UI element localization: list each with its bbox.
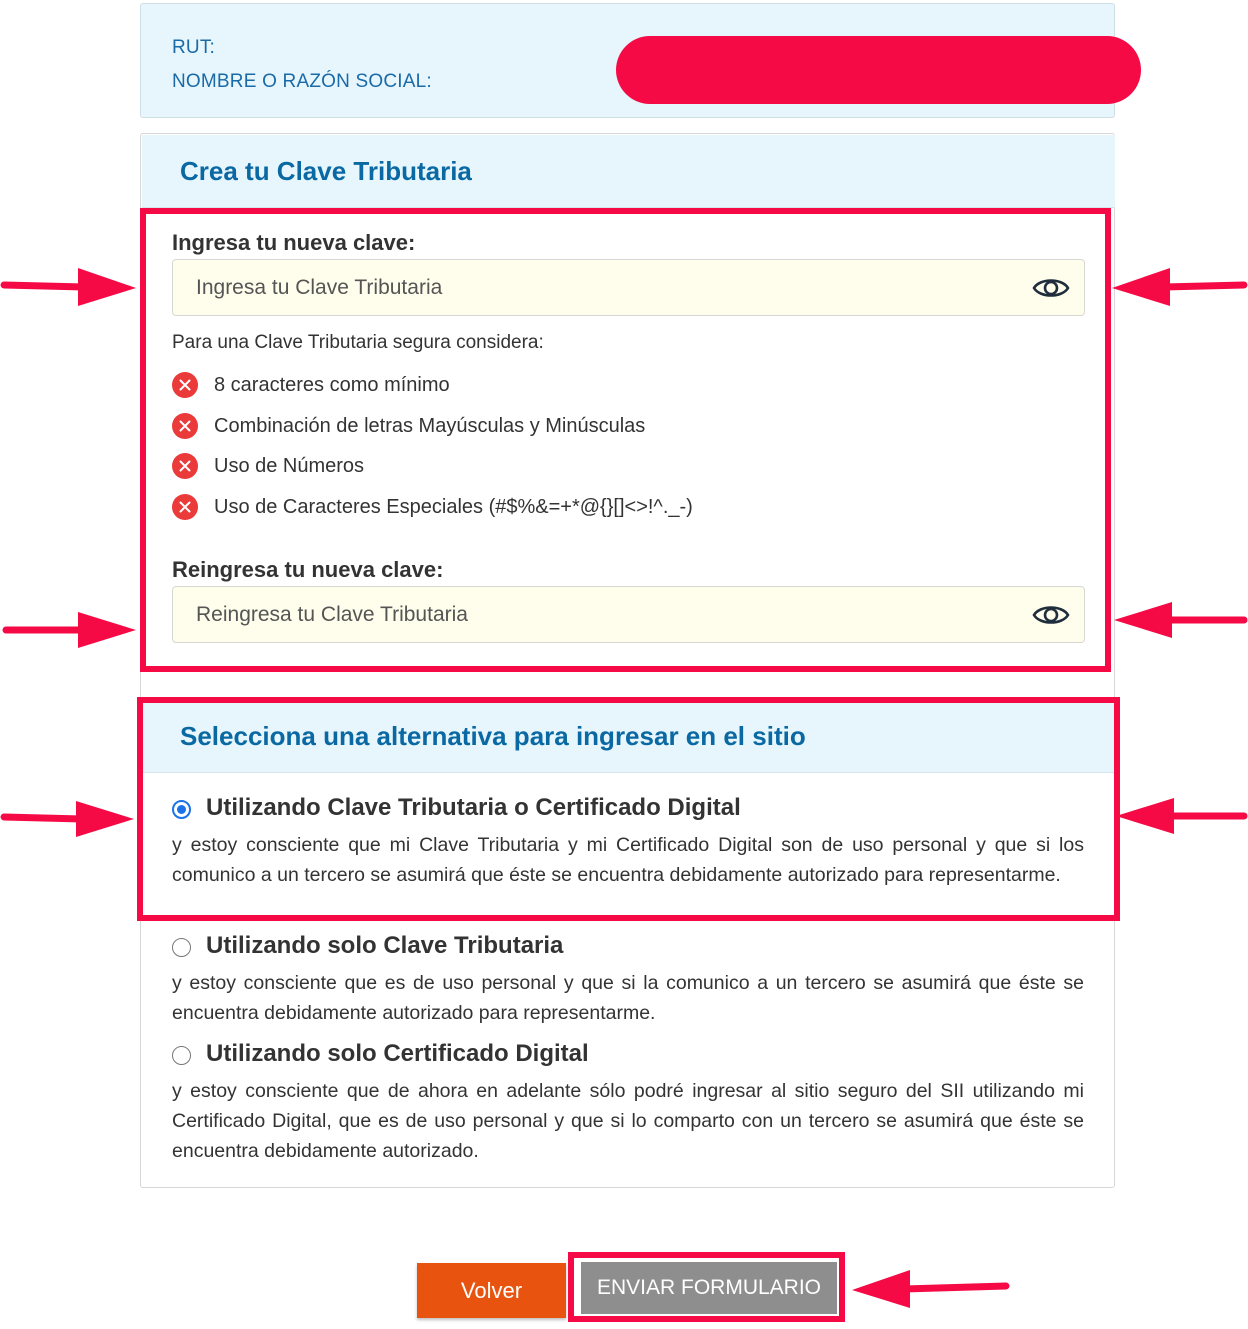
option-description: y estoy consciente que es de uso personal y que si la comunico a un tercero se asumirá que éste se encuentra debidamente autorizado para representarme. bbox=[172, 972, 1084, 1024]
back-button[interactable]: Volver bbox=[417, 1263, 566, 1318]
requirement-text: Combinación de letras Mayúsculas y Minúsculas bbox=[214, 414, 646, 437]
radio-button[interactable] bbox=[172, 938, 191, 957]
password-hint: Para una Clave Tributaria segura considera: bbox=[172, 332, 544, 353]
option-description: y estoy consciente que de ahora en adelante sólo podré ingresar al sitio seguro del SII utilizando mi Certificado Digital, que es de uso personal y que si lo comparto con un tercero se asumirá que éste se encuentra debidamente autorizado. bbox=[172, 1080, 1084, 1162]
requirement-text: Uso de Caracteres Especiales (#$%&=+*@{}[]<>!^._-) bbox=[214, 495, 693, 518]
annotation-highlight-submit bbox=[568, 1252, 845, 1322]
annotation-highlight-access-option bbox=[137, 697, 1120, 921]
password-section-title: Crea tu Clave Tributaria bbox=[180, 156, 472, 186]
password-section-header bbox=[142, 135, 1115, 208]
new-password-label: Ingresa tu nueva clave: bbox=[172, 230, 416, 255]
option-title: Utilizando solo Clave Tributaria bbox=[206, 932, 564, 959]
radio-button[interactable] bbox=[172, 1046, 191, 1065]
arrow-right-icon bbox=[0, 606, 140, 654]
option-title: Utilizando Clave Tributaria o Certificado Digital bbox=[206, 794, 741, 821]
repeat-password-label: Reingresa tu nueva clave: bbox=[172, 557, 444, 582]
submit-form-button[interactable]: ENVIAR FORMULARIO bbox=[581, 1262, 837, 1314]
name-label: NOMBRE O RAZÓN SOCIAL: bbox=[172, 71, 432, 92]
arrow-left-icon bbox=[848, 1268, 1012, 1316]
requirement-text: Uso de Números bbox=[214, 454, 365, 477]
repeat-password-placeholder: Reingresa tu Clave Tributaria bbox=[196, 603, 468, 626]
arrow-right-icon bbox=[0, 795, 138, 843]
option-description: y estoy consciente que mi Clave Tributaria y mi Certificado Digital son de uso personal y que si los comunico a un tercero se asumirá que éste se encuentra debidamente autorizado para representarme. bbox=[172, 834, 1084, 886]
rut-label: RUT: bbox=[172, 37, 216, 58]
taxpayer-info-panel bbox=[140, 3, 1115, 118]
arrow-left-icon bbox=[1112, 792, 1248, 840]
annotation-highlight-password bbox=[140, 208, 1111, 672]
new-password-placeholder: Ingresa tu Clave Tributaria bbox=[196, 276, 443, 299]
redaction-overlay bbox=[616, 36, 1141, 104]
arrow-left-icon bbox=[1106, 262, 1248, 310]
arrow-left-icon bbox=[1108, 596, 1248, 644]
option-title: Utilizando solo Certificado Digital bbox=[206, 1040, 589, 1067]
requirement-text: 8 caracteres como mínimo bbox=[214, 373, 450, 396]
access-section-title: Selecciona una alternativa para ingresar en el sitio bbox=[180, 721, 806, 751]
arrow-right-icon bbox=[0, 262, 140, 310]
